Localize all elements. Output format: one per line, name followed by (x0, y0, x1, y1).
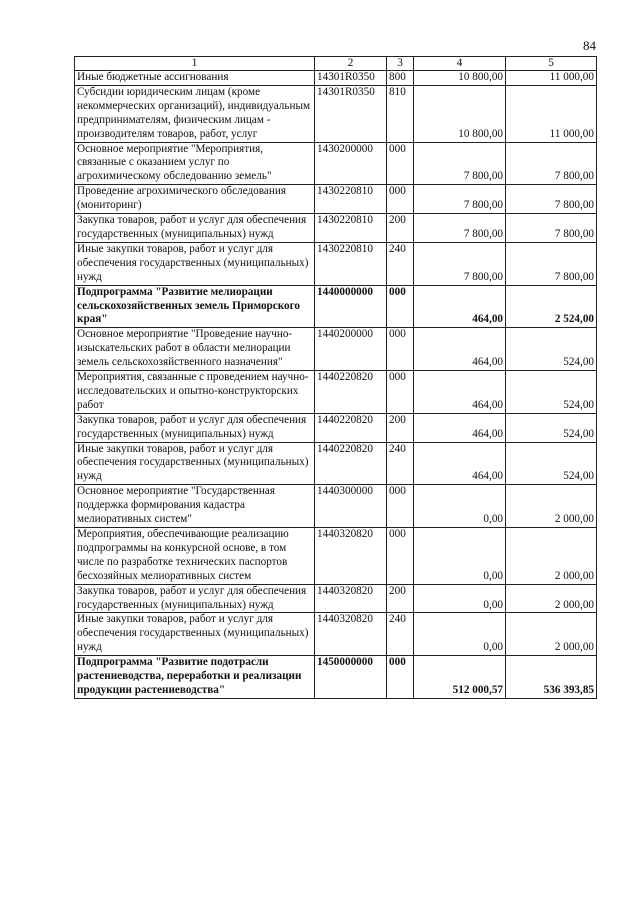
row-value-2-cell: 11 000,00 (506, 71, 597, 86)
table-row (75, 413, 597, 442)
row-value-2-cell: 11 000,00 (506, 85, 597, 142)
row-value-1-cell: 7 800,00 (414, 242, 506, 285)
row-name-cell: Основное мероприятие "Государственная поддержка формирования кадастра мелиоративных систем" (75, 485, 315, 528)
row-type-cell: 240 (387, 613, 414, 656)
row-name-cell: Закупка товаров, работ и услуг для обеспечения государственных (муниципальных) нужд (75, 413, 315, 442)
row-value-1-cell: 464,00 (414, 285, 506, 328)
table-row (75, 242, 597, 285)
row-value-1-cell: 7 800,00 (414, 185, 506, 214)
row-code-cell: 1440300000 (315, 485, 387, 528)
table-row (75, 185, 597, 214)
table-row (75, 528, 597, 585)
row-name-cell: Закупка товаров, работ и услуг для обеспечения государственных (муниципальных) нужд (75, 584, 315, 613)
row-name-cell: Субсидии юридическим лицам (кроме некоммерческих организаций), индивидуальным предпринимателям, физическим лицам - производителям товаров, работ, услуг (75, 85, 315, 142)
row-value-2-cell: 2 000,00 (506, 613, 597, 656)
row-type-cell: 000 (387, 328, 414, 371)
row-type-cell: 000 (387, 656, 414, 699)
row-code-cell: 1430220810 (315, 185, 387, 214)
table-row (75, 584, 597, 613)
row-value-2-cell: 524,00 (506, 442, 597, 485)
row-code-cell: 1430220810 (315, 214, 387, 243)
row-code-cell: 1440320820 (315, 528, 387, 585)
row-value-1-cell: 0,00 (414, 613, 506, 656)
row-name-cell: Основное мероприятие "Проведение научно-изыскательских работ в области мелиорации земель сельскохозяйственного назначения" (75, 328, 315, 371)
column-header-1: 1 (75, 57, 315, 71)
table-row (75, 142, 597, 185)
row-value-2-cell: 2 000,00 (506, 584, 597, 613)
budget-table (74, 56, 597, 699)
row-type-cell: 200 (387, 413, 414, 442)
row-code-cell: 1440200000 (315, 328, 387, 371)
row-value-2-cell: 7 800,00 (506, 214, 597, 243)
table-row (75, 485, 597, 528)
row-code-cell: 1440000000 (315, 285, 387, 328)
row-name-cell: Основное мероприятие "Мероприятия, связанные с оказанием услуг по агрохимическому обследованию земель" (75, 142, 315, 185)
column-header-5: 5 (506, 57, 597, 71)
column-header-3: 3 (387, 57, 414, 71)
row-value-2-cell: 536 393,85 (506, 656, 597, 699)
row-value-1-cell: 464,00 (414, 371, 506, 414)
row-type-cell: 000 (387, 185, 414, 214)
row-value-1-cell: 7 800,00 (414, 142, 506, 185)
row-code-cell: 1440320820 (315, 584, 387, 613)
row-type-cell: 240 (387, 442, 414, 485)
row-name-cell: Иные бюджетные ассигнования (75, 71, 315, 86)
row-code-cell: 1440320820 (315, 613, 387, 656)
row-value-2-cell: 2 000,00 (506, 528, 597, 585)
row-type-cell: 000 (387, 528, 414, 585)
table-row (75, 328, 597, 371)
row-type-cell: 000 (387, 142, 414, 185)
row-name-cell: Мероприятия, связанные с проведением научно-исследовательских и опытно-конструкторских работ (75, 371, 315, 414)
row-value-2-cell: 524,00 (506, 413, 597, 442)
table-row (75, 613, 597, 656)
row-value-2-cell: 7 800,00 (506, 242, 597, 285)
row-name-cell: Иные закупки товаров, работ и услуг для обеспечения государственных (муниципальных) нужд (75, 613, 315, 656)
row-value-2-cell: 7 800,00 (506, 185, 597, 214)
column-header-2: 2 (315, 57, 387, 71)
row-name-cell: Проведение агрохимического обследования (мониторинг) (75, 185, 315, 214)
row-code-cell: 1440220820 (315, 413, 387, 442)
row-value-2-cell: 2 524,00 (506, 285, 597, 328)
row-name-cell: Подпрограмма "Развитие подотрасли растениеводства, переработки и реализации продукции растениеводства" (75, 656, 315, 699)
row-type-cell: 810 (387, 85, 414, 142)
table-row (75, 442, 597, 485)
row-type-cell: 000 (387, 371, 414, 414)
row-code-cell: 14301R0350 (315, 85, 387, 142)
row-code-cell: 1430200000 (315, 142, 387, 185)
row-name-cell: Иные закупки товаров, работ и услуг для обеспечения государственных (муниципальных) нужд (75, 442, 315, 485)
row-value-1-cell: 0,00 (414, 528, 506, 585)
table-row (75, 71, 597, 86)
table-row (75, 656, 597, 699)
row-value-2-cell: 2 000,00 (506, 485, 597, 528)
row-type-cell: 800 (387, 71, 414, 86)
row-value-1-cell: 464,00 (414, 442, 506, 485)
row-value-1-cell: 7 800,00 (414, 214, 506, 243)
row-value-1-cell: 10 800,00 (414, 85, 506, 142)
row-name-cell: Мероприятия, обеспечивающие реализацию подпрограммы на конкурсной основе, в том числе по разработке технических паспортов бесхозяйных мелиоративных систем (75, 528, 315, 585)
table-row (75, 285, 597, 328)
row-code-cell: 1450000000 (315, 656, 387, 699)
row-value-1-cell: 10 800,00 (414, 71, 506, 86)
table-row (75, 85, 597, 142)
page-number: 84 (583, 38, 596, 53)
row-name-cell: Подпрограмма "Развитие мелиорации сельскохозяйственных земель Приморского края" (75, 285, 315, 328)
row-name-cell: Закупка товаров, работ и услуг для обеспечения государственных (муниципальных) нужд (75, 214, 315, 243)
row-value-1-cell: 0,00 (414, 584, 506, 613)
row-type-cell: 000 (387, 285, 414, 328)
row-type-cell: 200 (387, 214, 414, 243)
row-value-2-cell: 524,00 (506, 328, 597, 371)
row-type-cell: 240 (387, 242, 414, 285)
row-value-1-cell: 464,00 (414, 413, 506, 442)
row-code-cell: 14301R0350 (315, 71, 387, 86)
row-type-cell: 200 (387, 584, 414, 613)
table-row (75, 371, 597, 414)
row-type-cell: 000 (387, 485, 414, 528)
row-name-cell: Иные закупки товаров, работ и услуг для обеспечения государственных (муниципальных) нужд (75, 242, 315, 285)
column-header-4: 4 (414, 57, 506, 71)
row-value-1-cell: 512 000,57 (414, 656, 506, 699)
table-row (75, 214, 597, 243)
row-code-cell: 1440220820 (315, 371, 387, 414)
row-value-1-cell: 0,00 (414, 485, 506, 528)
row-code-cell: 1440220820 (315, 442, 387, 485)
row-value-2-cell: 7 800,00 (506, 142, 597, 185)
row-code-cell: 1430220810 (315, 242, 387, 285)
row-value-1-cell: 464,00 (414, 328, 506, 371)
row-value-2-cell: 524,00 (506, 371, 597, 414)
table-header-row (75, 57, 597, 71)
